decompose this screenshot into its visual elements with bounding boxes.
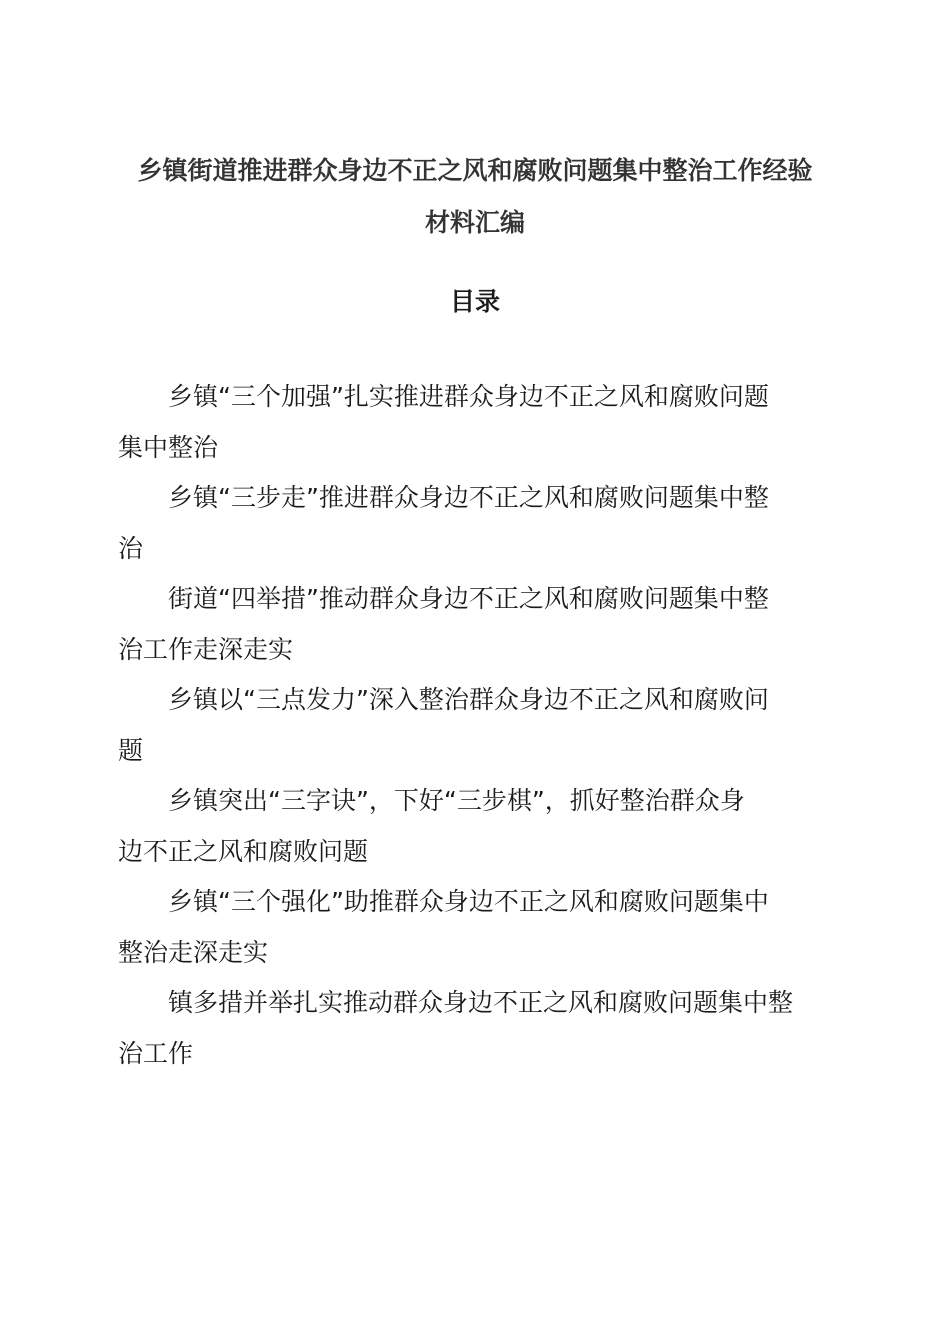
- toc-item-line-2: 治工作: [118, 1038, 194, 1068]
- toc-item-line-2: 集中整治: [118, 432, 219, 462]
- toc-item-line-1: 乡镇突出“三字诀”，下好“三步棋”，抓好整治群众身: [168, 786, 745, 815]
- toc-item-line-2: 题: [118, 735, 144, 765]
- document-title-line-1: 乡镇街道推进群众身边不正之风和腐败问题集中整治工作经验: [137, 155, 813, 185]
- toc-heading: 目录: [449, 287, 500, 316]
- toc-item-2[interactable]: [118, 473, 818, 574]
- toc-item-3[interactable]: [118, 574, 818, 675]
- document-title-line-2: 材料汇编: [424, 207, 525, 237]
- toc-item-line-1: 街道“四举措”推动群众身边不正之风和腐败问题集中整: [168, 584, 769, 613]
- toc-item-1[interactable]: [118, 372, 818, 473]
- toc-item-line-1: 镇多措并举扎实推动群众身边不正之风和腐败问题集中整: [168, 988, 794, 1017]
- table-of-contents: [118, 372, 818, 1079]
- toc-item-4[interactable]: [118, 675, 818, 776]
- toc-item-line-2: 治: [118, 533, 144, 563]
- toc-item-line-1: 乡镇“三个强化”助推群众身边不正之风和腐败问题集中: [168, 887, 769, 916]
- toc-item-line-1: 乡镇以“三点发力”深入整治群众身边不正之风和腐败问: [168, 685, 769, 714]
- toc-item-line-2: 治工作走深走实: [118, 634, 294, 664]
- toc-item-line-1: 乡镇“三步走”推进群众身边不正之风和腐败问题集中整: [168, 483, 769, 512]
- toc-item-5[interactable]: [118, 776, 818, 877]
- toc-item-6[interactable]: [118, 877, 818, 978]
- toc-item-line-1: 乡镇“三个加强”扎实推进群众身边不正之风和腐败问题: [168, 382, 769, 411]
- document-title: [100, 145, 850, 249]
- toc-item-line-2: 边不正之风和腐败问题: [118, 836, 369, 866]
- toc-item-line-2: 整治走深走实: [118, 937, 269, 967]
- toc-item-7[interactable]: [118, 978, 818, 1079]
